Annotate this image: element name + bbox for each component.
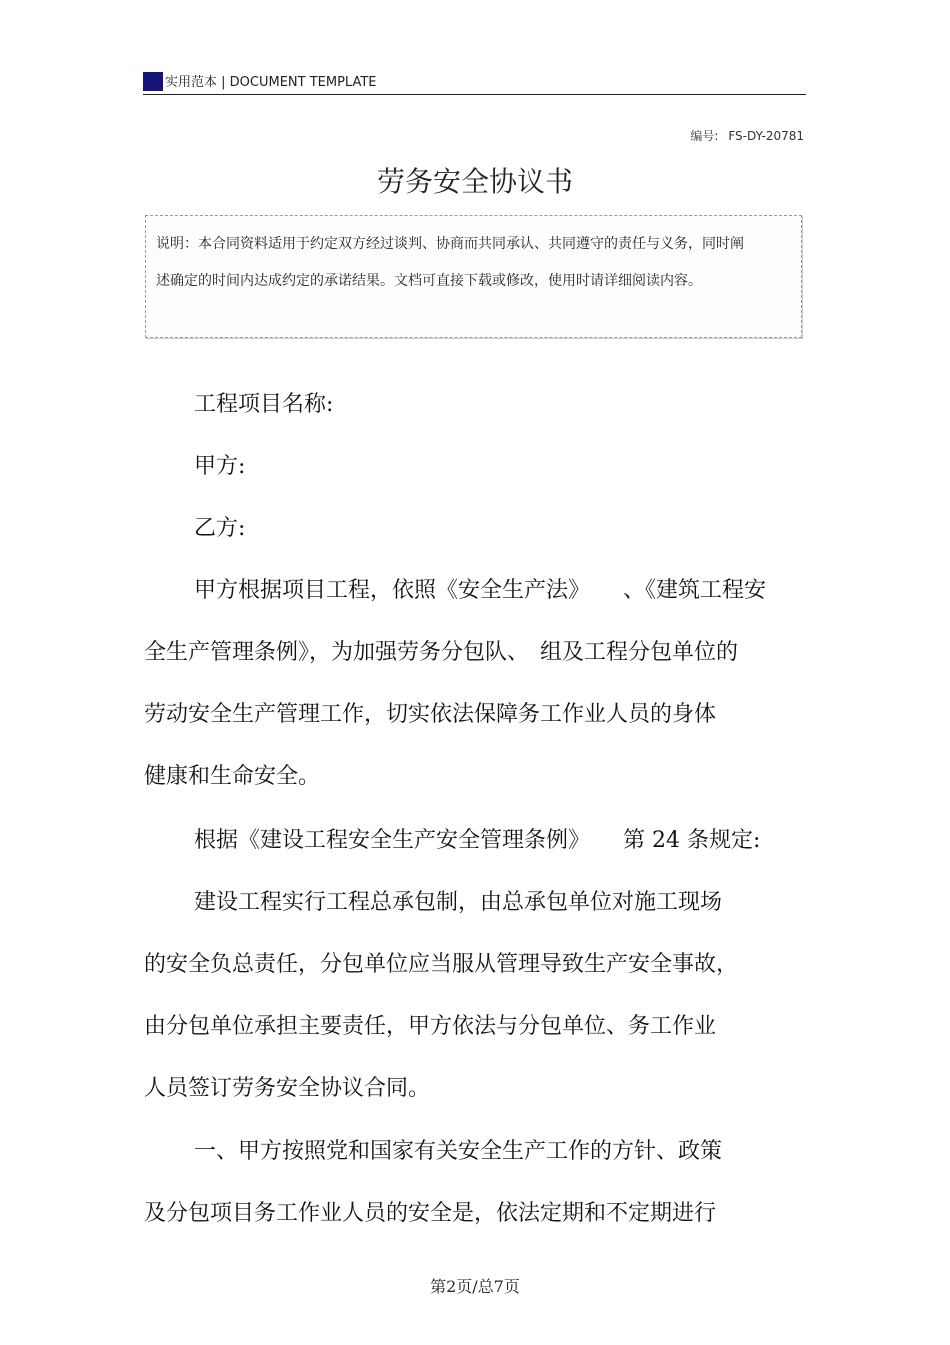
description-box xyxy=(145,215,802,338)
body-line: 甲方: xyxy=(194,454,246,479)
description-text: 说明：本合同资料适用于约定双方经过谈判、协商而共同承认、共同遵守的责任与义务，同时阐述确定的时间内达成约定的承诺结果。文档可直接下载或修改，使用时请详细阅读内容。 xyxy=(156,236,744,289)
logo-square-icon xyxy=(143,72,163,91)
body-line: 甲方根据项目工程，依照《安全生产法》 、《建筑工程安 xyxy=(194,578,767,603)
body-line: 劳动安全生产管理工作，切实依法保障务工作业人员的身体 xyxy=(144,702,717,727)
body-line: 及分包项目务工作业人员的安全是，依法定期和不定期进行 xyxy=(144,1201,717,1226)
body-line: 建设工程实行工程总承包制，由总承包单位对施工现场 xyxy=(194,890,723,915)
body-line: 工程项目名称: xyxy=(194,392,334,417)
document-number xyxy=(690,127,804,144)
body-line: 健康和生命安全。 xyxy=(144,764,321,789)
header-label: 实用范本 | DOCUMENT TEMPLATE xyxy=(165,75,377,90)
body-line: 乙方: xyxy=(194,516,246,541)
page-title: 劳务安全协议书 xyxy=(376,165,573,198)
document-header xyxy=(143,70,806,95)
body-line: 一、甲方按照党和国家有关安全生产工作的方针、政策 xyxy=(194,1139,723,1164)
body-line: 人员签订劳务安全协议合同。 xyxy=(144,1076,431,1101)
body-line: 的安全负总责任，分包单位应当服从管理导致生产安全事故， xyxy=(144,952,739,977)
page-number: 第2页/总7页 xyxy=(430,1277,520,1296)
document-number-label: 编号: xyxy=(690,129,719,143)
body-line: 根据《建设工程安全生产安全管理条例》 第 24 条规定: xyxy=(194,828,761,853)
body-line: 全生产管理条例》，为加强劳务分包队、 组及工程分包单位的 xyxy=(144,640,739,665)
document-number-value: FS-DY-20781 xyxy=(728,129,804,143)
body-line: 由分包单位承担主要责任，甲方依法与分包单位、务工作业 xyxy=(144,1014,717,1039)
